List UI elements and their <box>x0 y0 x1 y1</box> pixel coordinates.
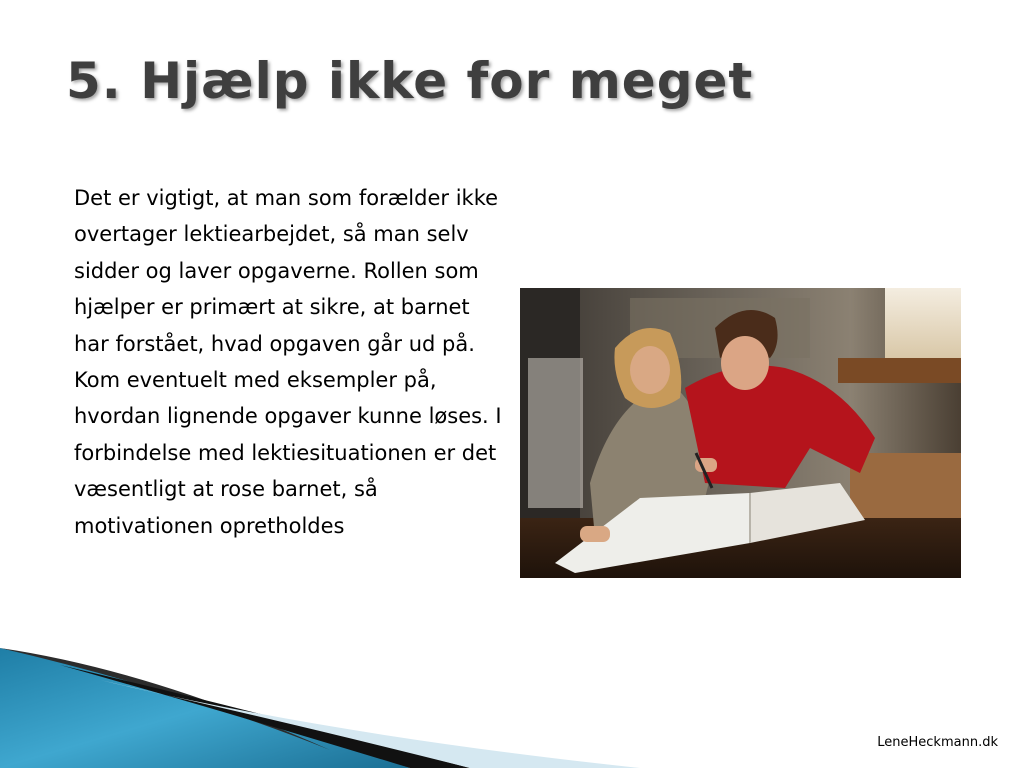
slide-title: 5. Hjælp ikke for meget <box>66 52 754 110</box>
footer-credit: LeneHeckmann.dk <box>877 735 998 750</box>
window-sill <box>838 358 961 383</box>
window <box>885 288 961 358</box>
slide-body-text: Det er vigtigt, at man som forælder ikke overtager lektiearbejdet, så man selv sidder og laver opgaverne. Rollen som hjælper er primært at sikre, at barnet har forstået, hvad opgaven går ud på. Kom eventuelt med eksempler på, hvordan lignende opgaver kunne løses. I forbindelse med lektiesituationen er det væsentligt at rose barnet, så motivationen opretholdes <box>74 186 502 538</box>
mother-hand <box>580 526 610 542</box>
corner-decoration <box>0 640 640 768</box>
fridge <box>528 358 583 508</box>
blue-swoosh <box>0 648 410 768</box>
boy-face <box>721 336 769 390</box>
mother-face <box>630 346 670 394</box>
photo-parent-helping-child <box>520 288 961 578</box>
